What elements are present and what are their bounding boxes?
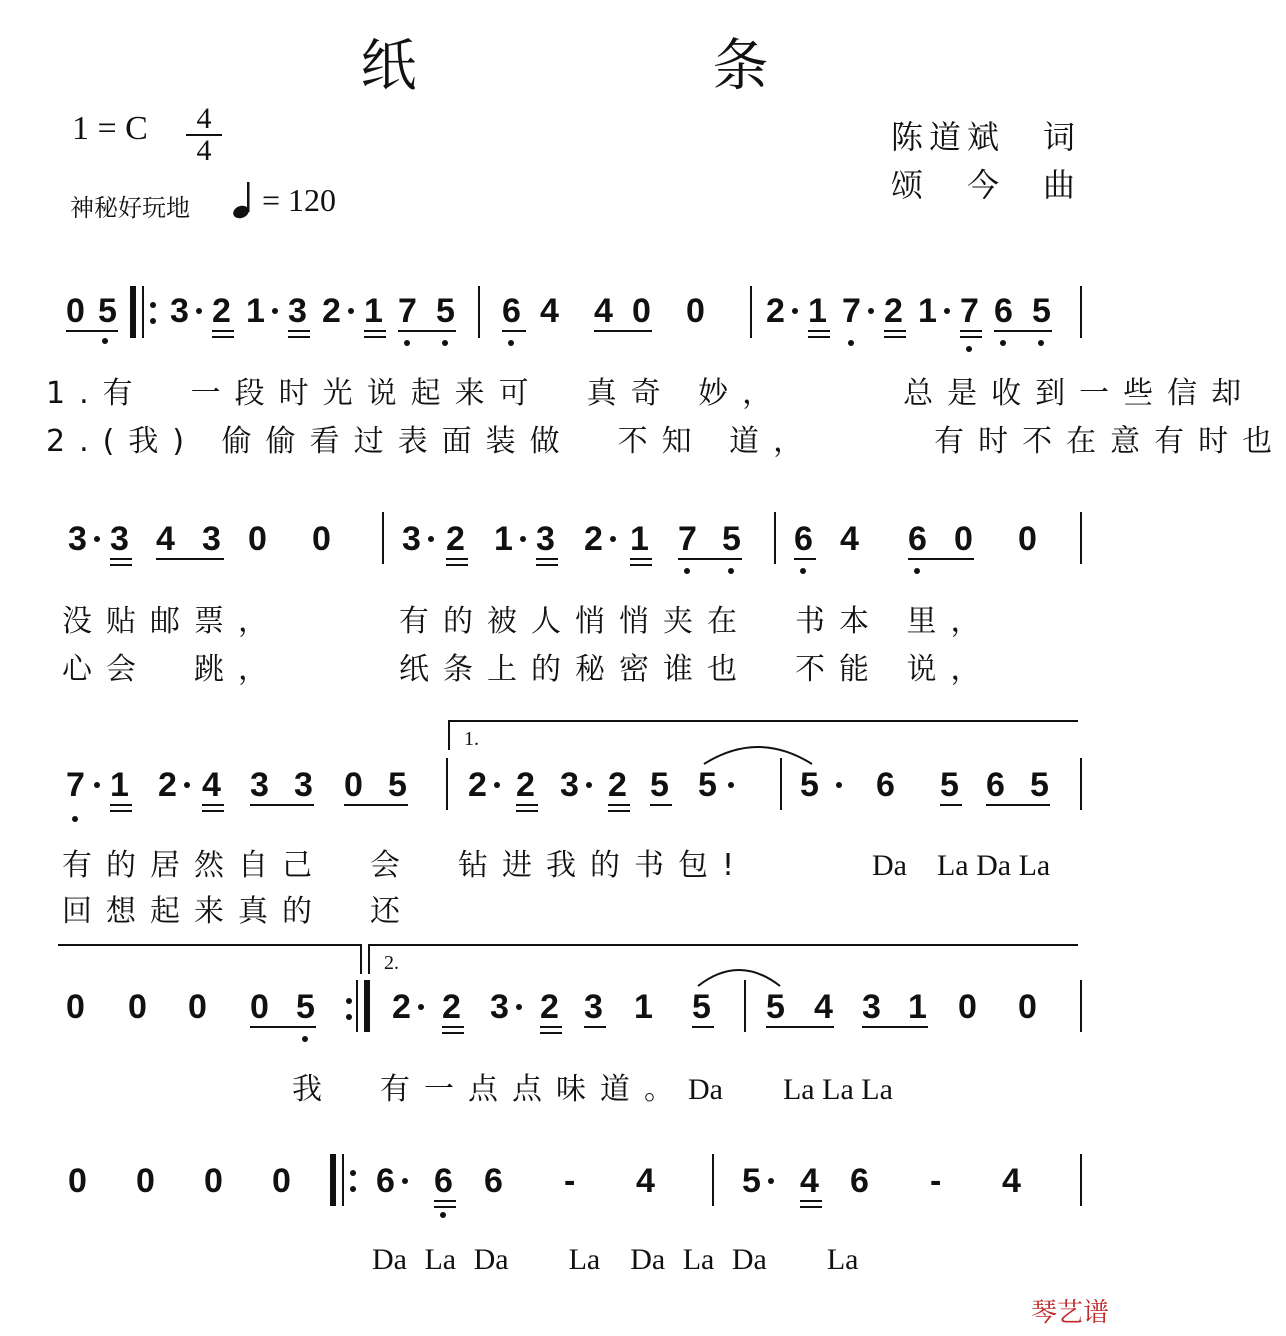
beam-line	[678, 558, 742, 560]
note-dot	[792, 308, 798, 314]
beam-line	[594, 330, 652, 332]
beam-line	[66, 330, 118, 332]
note-dot	[768, 1178, 774, 1184]
score-note: 2	[442, 988, 461, 1026]
note-dot	[404, 340, 410, 346]
note-dot	[350, 1186, 356, 1192]
score-note: 2	[446, 520, 465, 558]
beam-line	[288, 336, 310, 338]
score-note: 3	[294, 766, 313, 804]
beam-line	[808, 330, 830, 332]
time-signature-top: 4	[196, 102, 212, 135]
note-dot	[508, 340, 514, 346]
score-note: 5	[940, 766, 959, 804]
score-note: 5	[98, 292, 117, 330]
bar-line	[744, 980, 746, 1032]
score-note: 7	[960, 292, 979, 330]
score-note: 1	[364, 292, 383, 330]
volta-2: 2.	[384, 952, 399, 974]
note-dot	[494, 782, 500, 788]
bar-line	[774, 512, 776, 564]
beam-line	[110, 558, 132, 560]
score-note: 6	[376, 1162, 395, 1200]
bar-line	[356, 980, 358, 1032]
tie-slur	[694, 962, 784, 990]
site-logo: 琴艺谱	[1030, 1298, 1109, 1328]
score-note: 2	[608, 766, 627, 804]
note-dot	[196, 308, 202, 314]
beam-line	[908, 558, 974, 560]
beam-line	[808, 336, 830, 338]
lyric-verse-1: 我 有一点点味道。	[292, 1072, 688, 1107]
bar-line	[368, 944, 370, 974]
note-dot	[848, 340, 854, 346]
score-note: 0	[1018, 988, 1037, 1026]
bar-line	[478, 286, 480, 338]
note-dot	[944, 308, 950, 314]
beam-line	[940, 804, 962, 806]
score-note: 7	[66, 766, 85, 804]
beam-line	[442, 1026, 464, 1028]
score-note: 5	[692, 988, 711, 1026]
volta-1: 1.	[464, 728, 479, 750]
score-note: -	[564, 1162, 576, 1200]
score-note: 2	[766, 292, 785, 330]
beam-line	[692, 1026, 714, 1028]
score-note: 6	[850, 1162, 869, 1200]
score-note: 0	[248, 520, 267, 558]
beam-line	[584, 1026, 606, 1028]
score-note: 4	[1002, 1162, 1021, 1200]
note-dot	[102, 338, 108, 344]
lyric-verse-1: 有的居然自己 会 钻进我的书包!	[62, 848, 749, 883]
bar-line	[382, 512, 384, 564]
note-dot	[684, 568, 690, 574]
beam-line	[800, 1206, 822, 1208]
score-note: 0	[954, 520, 973, 558]
beam-line	[960, 336, 982, 338]
score-note: 4	[594, 292, 613, 330]
note-dot	[184, 782, 190, 788]
score-note: 0	[686, 292, 705, 330]
beam-line	[994, 330, 1052, 332]
note-dot	[150, 302, 156, 308]
score-note: 0	[272, 1162, 291, 1200]
beam-line	[630, 558, 652, 560]
score-note: 6	[434, 1162, 453, 1200]
score-note: 0	[1018, 520, 1037, 558]
note-dot	[346, 1014, 352, 1020]
note-dot	[428, 536, 434, 542]
score-note: 1	[808, 292, 827, 330]
score-note: 4	[800, 1162, 819, 1200]
lyric-verse-2: 2.(我) 偷偷看过表面装做 不知 道， 有时不在意有时也	[46, 424, 1286, 459]
note-dot	[728, 782, 734, 788]
lyric-verse-2: 心会 跳， 纸条上的秘密谁也 不能 说，	[62, 652, 995, 687]
note-dot	[610, 536, 616, 542]
bar-line	[130, 286, 136, 338]
score-note: 5	[800, 766, 819, 804]
score-note: 1	[918, 292, 937, 330]
beam-line	[446, 558, 468, 560]
beam-line	[516, 804, 538, 806]
beam-line	[364, 330, 386, 332]
time-signature	[186, 102, 222, 167]
beam-line	[650, 804, 672, 806]
note-dot	[440, 1212, 446, 1218]
beam-line	[250, 804, 314, 806]
score-note: 4	[840, 520, 859, 558]
beam-line	[110, 810, 132, 812]
score-note: 7	[398, 292, 417, 330]
beam-line	[608, 804, 630, 806]
score-note: 4	[202, 766, 221, 804]
beam-line	[344, 804, 408, 806]
score-note: 6	[908, 520, 927, 558]
score-note: 3	[288, 292, 307, 330]
score-note: 0	[204, 1162, 223, 1200]
score-note: 1	[246, 292, 265, 330]
score-note: 0	[128, 988, 147, 1026]
beam-line	[434, 1200, 456, 1202]
score-note: 6	[484, 1162, 503, 1200]
note-dot	[516, 1004, 522, 1010]
score-note: 6	[794, 520, 813, 558]
score-note: 2	[584, 520, 603, 558]
score-note: 0	[136, 1162, 155, 1200]
note-dot	[442, 340, 448, 346]
score-note: 2	[516, 766, 535, 804]
score-note: 0	[312, 520, 331, 558]
score-note: 2	[212, 292, 231, 330]
bar-line	[360, 944, 362, 974]
beam-line	[212, 336, 234, 338]
note-dot	[272, 308, 278, 314]
quarter-note-icon	[232, 180, 256, 220]
beam-line	[446, 564, 468, 566]
bar-line	[750, 286, 752, 338]
bar-line	[448, 720, 450, 750]
note-dot	[94, 782, 100, 788]
score-note: 5	[766, 988, 785, 1026]
score-note: 3	[490, 988, 509, 1026]
score-note: 7	[842, 292, 861, 330]
bar-line	[1080, 512, 1082, 564]
score-note: 4	[156, 520, 175, 558]
score-note: 3	[402, 520, 421, 558]
lyric-verse-1: 1.有 一段时光说起来可 真奇 妙， 总是收到一些信却	[46, 376, 1256, 411]
beam-line	[110, 804, 132, 806]
bar-line	[342, 1154, 344, 1206]
score-note: -	[930, 1162, 942, 1200]
beam-line	[448, 720, 1078, 722]
beam-line	[288, 330, 310, 332]
beam-line	[502, 330, 526, 332]
score-note: 2	[392, 988, 411, 1026]
bar-line	[1080, 1154, 1082, 1206]
beam-line	[434, 1206, 456, 1208]
score-note: 3	[202, 520, 221, 558]
note-dot	[868, 308, 874, 314]
beam-line	[884, 336, 906, 338]
score-note: 3	[536, 520, 555, 558]
note-dot	[402, 1178, 408, 1184]
note-dot	[1000, 340, 1006, 346]
lyricist-credit: 陈道斌 词	[890, 118, 1081, 156]
tie-slur	[700, 738, 816, 768]
beam-line	[766, 1026, 834, 1028]
score-note: 6	[876, 766, 895, 804]
score-note: 5	[650, 766, 669, 804]
score-note: 4	[540, 292, 559, 330]
beam-line	[536, 558, 558, 560]
score-note: 6	[986, 766, 1005, 804]
score-note: 5	[1032, 292, 1051, 330]
score-note: 3	[68, 520, 87, 558]
beam-line	[630, 564, 652, 566]
score-note: 1	[110, 766, 129, 804]
note-dot	[836, 782, 842, 788]
score-note: 0	[188, 988, 207, 1026]
bar-line	[780, 758, 782, 810]
score-note: 3	[250, 766, 269, 804]
beam-line	[364, 336, 386, 338]
score-note: 3	[170, 292, 189, 330]
beam-line	[250, 1026, 316, 1028]
note-dot	[94, 536, 100, 542]
score-note: 0	[68, 1162, 87, 1200]
score-note: 5	[722, 520, 741, 558]
score-note: 2	[322, 292, 341, 330]
beam-line	[202, 804, 224, 806]
score-note: 0	[958, 988, 977, 1026]
score-note: 5	[436, 292, 455, 330]
score-note: 0	[66, 988, 85, 1026]
beam-line	[608, 810, 630, 812]
bar-line	[1080, 758, 1082, 810]
score-note: 0	[66, 292, 85, 330]
note-dot	[72, 816, 78, 822]
beam-line	[202, 810, 224, 812]
beam-line	[960, 330, 982, 332]
beam-line	[156, 558, 224, 560]
score-note: 2	[158, 766, 177, 804]
score-note: 0	[344, 766, 363, 804]
score-note: 6	[994, 292, 1013, 330]
note-dot	[350, 1170, 356, 1176]
lyric-verse-1-syllables: Da La Da La	[872, 849, 1051, 882]
beam-line	[58, 944, 360, 946]
note-dot	[586, 782, 592, 788]
score-note: 1	[908, 988, 927, 1026]
score-note: 1	[630, 520, 649, 558]
note-dot	[966, 346, 972, 352]
score-note: 3	[584, 988, 603, 1026]
note-dot	[346, 998, 352, 1004]
beam-line	[540, 1026, 562, 1028]
beam-line	[368, 944, 1078, 946]
beam-line	[212, 330, 234, 332]
score-note: 5	[698, 766, 717, 804]
beam-line	[398, 330, 456, 332]
score-note: 5	[742, 1162, 761, 1200]
note-dot	[520, 536, 526, 542]
note-dot	[914, 568, 920, 574]
score-note: 0	[632, 292, 651, 330]
page-title: 纸 条	[360, 34, 889, 99]
score-note: 3	[560, 766, 579, 804]
beam-line	[884, 330, 906, 332]
beam-line	[862, 1026, 928, 1028]
beam-line	[536, 564, 558, 566]
score-note: 6	[502, 292, 521, 330]
note-dot	[150, 318, 156, 324]
score-note: 5	[1030, 766, 1049, 804]
bar-line	[1080, 980, 1082, 1032]
score-note: 0	[250, 988, 269, 1026]
score-note: 3	[110, 520, 129, 558]
beam-line	[516, 810, 538, 812]
key-signature: 1 = C	[72, 110, 148, 147]
score-note: 2	[884, 292, 903, 330]
beam-line	[110, 564, 132, 566]
bar-line	[712, 1154, 714, 1206]
score-note: 1	[634, 988, 653, 1026]
note-dot	[418, 1004, 424, 1010]
score-note: 4	[814, 988, 833, 1026]
beam-line	[442, 1032, 464, 1034]
bar-line	[364, 980, 370, 1032]
score-note: 4	[636, 1162, 655, 1200]
lyric-verse-1-syllables: Da La La La	[688, 1073, 893, 1106]
time-signature-bottom: 4	[196, 134, 212, 167]
lyric-syllables: Da La Da La Da La Da La	[372, 1243, 859, 1276]
score-note: 5	[296, 988, 315, 1026]
tempo-mark: 神秘好玩地	[70, 194, 190, 222]
note-dot	[728, 568, 734, 574]
bar-line	[330, 1154, 336, 1206]
note-dot	[1038, 340, 1044, 346]
beam-line	[540, 1032, 562, 1034]
lyric-verse-2: 回想起来真的 还	[62, 894, 414, 929]
note-dot	[302, 1036, 308, 1042]
score-note: 7	[678, 520, 697, 558]
score-note: 3	[862, 988, 881, 1026]
score-note: 2	[540, 988, 559, 1026]
lyric-verse-1: 没贴邮票， 有的被人悄悄夹在 书本 里，	[62, 604, 995, 639]
note-dot	[800, 568, 806, 574]
bar-line	[446, 758, 448, 810]
score-note: 5	[388, 766, 407, 804]
score-note: 1	[494, 520, 513, 558]
bar-line	[142, 286, 144, 338]
beam-line	[986, 804, 1050, 806]
note-dot	[348, 308, 354, 314]
composer-credit: 颂 今 曲	[890, 166, 1081, 204]
beam-line	[794, 558, 816, 560]
tempo-value: = 120	[262, 182, 337, 218]
bar-line	[1080, 286, 1082, 338]
beam-line	[800, 1200, 822, 1202]
score-note: 2	[468, 766, 487, 804]
